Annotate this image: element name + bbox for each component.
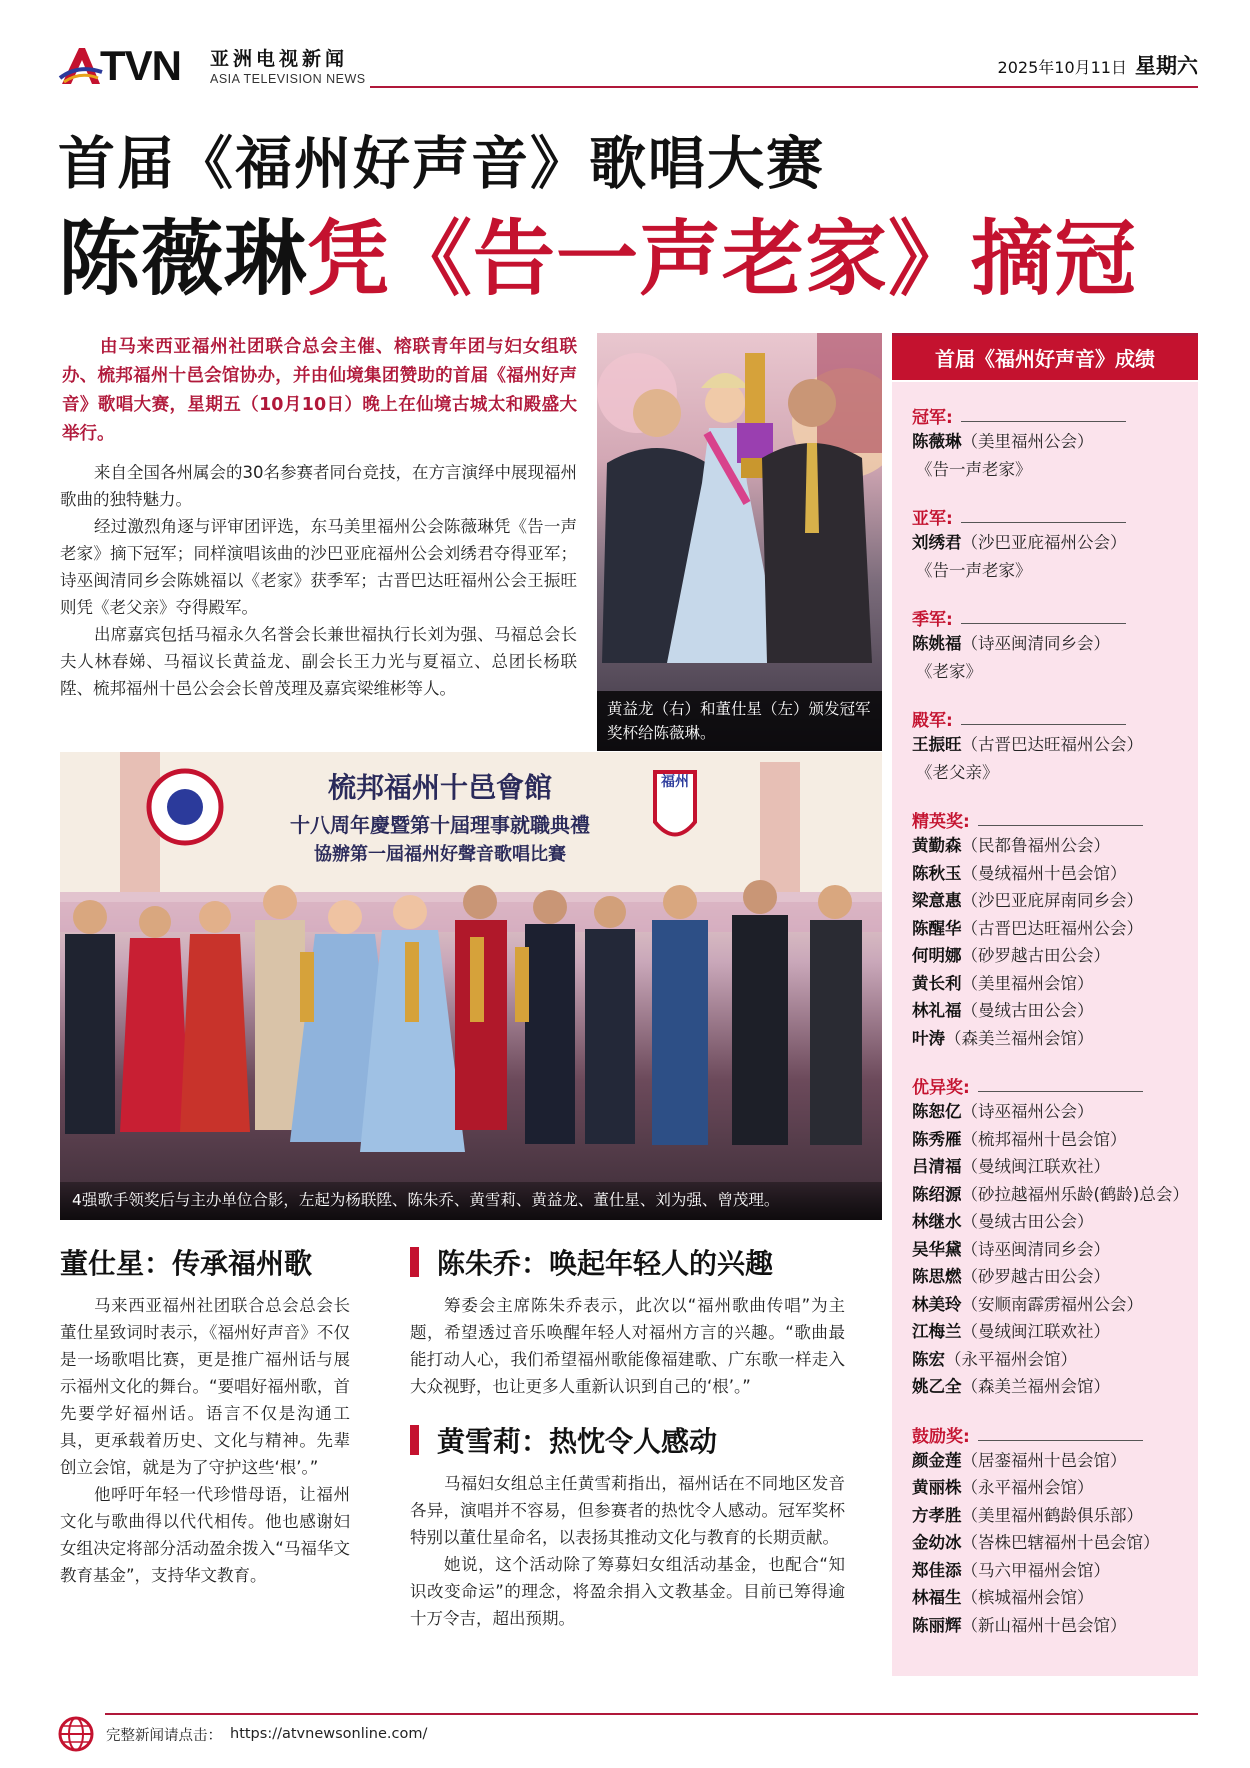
award-photo[interactable] [597, 333, 882, 751]
winner-name: 姚乙全 [912, 1377, 962, 1396]
winner-row [912, 1346, 1184, 1374]
winner-name: 林继水 [912, 1212, 962, 1231]
award-title: 精英奖: [912, 806, 1184, 832]
winner-association: （曼绒闽江联欢社） [961, 1157, 1110, 1176]
award-title: 鼓励奖: [912, 1421, 1184, 1447]
winner-row [912, 428, 1184, 456]
winner-row [912, 1584, 1184, 1612]
award-title: 季军: [912, 604, 1184, 630]
winner-row [912, 1474, 1184, 1502]
footer [58, 1716, 427, 1752]
winner-association: （马六甲福州会馆） [961, 1560, 1110, 1580]
winner-row [912, 1181, 1189, 1209]
winner-row [912, 731, 1184, 759]
award-title: 冠军: [912, 402, 1184, 428]
winner-name: 陈绍源 [912, 1184, 962, 1204]
section-title: 董仕星：传承福州歌 [60, 1247, 313, 1280]
section-title-text: 陈朱乔：唤起年轻人的兴趣 [437, 1247, 774, 1280]
winner-name: 吕清福 [912, 1157, 962, 1176]
winner-name: 方孝胜 [912, 1505, 962, 1525]
winner-row [912, 1025, 1184, 1053]
headline-line2 [58, 212, 1137, 308]
section-accent-bar [410, 1425, 419, 1455]
lead-paragraph: 由马来西亚福州社团联合总会主催、榕联青年团与妇女组联办、梳邦福州十邑会馆协办，并由仙境集团赞助的首届《福州好声音》歌唱大赛，星期五（10月10日）晚上在仙境古城太和殿盛大举行。 [62, 337, 577, 444]
headline-line1: 首届《福州好声音》歌唱大赛 [58, 131, 825, 197]
winner-name: 黄勤森 [912, 836, 962, 855]
winner-row [912, 1529, 1184, 1557]
winner-association: （砂罗越古田公会） [961, 946, 1110, 965]
winner-name: 叶涛 [912, 1028, 945, 1048]
winner-name: 梁意惠 [912, 891, 962, 910]
winner-association: （槟城福州会馆） [961, 1588, 1094, 1607]
winner-row [912, 630, 1184, 658]
award-block [912, 1072, 1189, 1401]
winner-name: 金幼冰 [912, 1533, 962, 1552]
section-accent-bar [410, 1247, 419, 1277]
award-title: 优异奖: [912, 1072, 1184, 1098]
winner-association: （诗巫福州公会） [961, 1102, 1094, 1121]
intro-paragraph: 出席嘉宾包括马福永久名誉会长兼世福执行长刘为强、马福总会长夫人林春娣、马福议长黄益龙、副会长王力光与夏福立、总团长杨联陞、梳邦福州十邑公会会长曾茂理及嘉宾梁维彬等人。 [60, 625, 577, 698]
winner-association: （曼绒古田公会） [961, 1212, 1094, 1231]
winner-association: （古晋巴达旺福州公会） [961, 918, 1143, 938]
winner-name: 陈秀雁 [912, 1129, 962, 1149]
winner-name: 陈姚福 [912, 634, 962, 653]
winner-song: 《告一声老家》 [916, 459, 1032, 479]
winner-row [912, 529, 1184, 557]
award-block [912, 503, 1184, 584]
banner-line3: 協辦第一屆福州好聲音歌唱比賽 [314, 844, 566, 865]
winner-association: （沙巴亚庇福州公会） [961, 533, 1127, 552]
winner-name: 黄丽株 [912, 1478, 962, 1497]
globe-icon [58, 1716, 94, 1752]
logo-a-icon [58, 44, 104, 88]
section-body [410, 1470, 845, 1632]
section-paragraph: 马福妇女组总主任黄雪莉指出，福州话在不同地区发音各异，演唱并不容易，但参赛者的热忱令人感动。冠军奖杯特别以董仕星命名，以表扬其推动文化与教育的长期贡献。 [410, 1474, 845, 1547]
award-photo-caption: 黄益龙（右）和董仕星（左）颁发冠军奖杯给陈薇琳。 [597, 691, 882, 751]
winner-row [912, 1557, 1184, 1585]
section-title-text: 黄雪莉：热忱令人感动 [437, 1425, 718, 1458]
award-block [912, 604, 1184, 685]
winner-name: 刘绣君 [912, 533, 962, 552]
section-body [410, 1292, 845, 1400]
winner-association: （居銮福州十邑会馆） [961, 1450, 1127, 1470]
group-photo[interactable] [60, 752, 882, 1220]
section-paragraph: 她说，这个活动除了筹募妇女组活动基金，也配合“知识改变命运”的理念，将盈余捐入文教基金。目前已筹得逾十万令吉，超出预期。 [410, 1555, 845, 1628]
winner-song: 《告一声老家》 [916, 560, 1032, 580]
section-dong-shixing [60, 1244, 350, 1589]
winner-association: （森美兰福州会馆） [961, 1377, 1110, 1396]
winner-row [912, 1447, 1184, 1475]
winner-association: （诗巫闽清同乡会） [961, 1239, 1110, 1259]
section-paragraph: 筹委会主席陈朱乔表示，此次以“福州歌曲传唱”为主题，希望透过音乐唤醒年轻人对福州方言的兴趣。“歌曲最能打动人心，我们希望福州歌能像福建歌、广东歌一样走入大众视野，也让更多人重新认识到自己的‘根’。” [410, 1296, 845, 1396]
logo-subtitle [210, 48, 366, 88]
winner-row [912, 942, 1184, 970]
winner-association: （美里福州公会） [961, 432, 1094, 451]
group-photo-caption: 4强歌手领奖后与主办单位合影，左起为杨联陞、陈朱乔、黄雪莉、黄益龙、董仕星、刘为强、曾茂理。 [60, 1182, 882, 1220]
section-title-huang-xueli [410, 1422, 845, 1462]
winner-row [912, 1236, 1184, 1264]
winner-name: 郑佳添 [912, 1560, 962, 1580]
winner-name: 黄长利 [912, 973, 962, 993]
award-block [912, 705, 1184, 786]
winner-row [912, 970, 1184, 998]
winner-association: （安顺南霹雳福州公会） [961, 1294, 1143, 1314]
section-paragraph: 马来西亚福州社团联合总会总会长董仕星致词时表示，《福州好声音》不仅是一场歌唱比赛，更是推广福州话与展示福州文化的舞台。“要唱好福州歌，首先要学好福州话。语言不仅是沟通工具，更承载着历史、文化与精神。先辈创立会馆，就是为了守护这些‘根’。” [60, 1296, 350, 1477]
winner-association: （森美兰福州会馆） [945, 1028, 1094, 1048]
winner-association: （峇株巴辖福州十邑会馆） [961, 1533, 1160, 1552]
winner-row [912, 832, 1184, 860]
headline-winner-name: 陈薇琳 [58, 212, 308, 307]
section-chen-zhuqiao [410, 1244, 845, 1632]
banner-badge-text: 福州 [661, 774, 689, 790]
footer-link[interactable]: https://atvnewsonline.com/ [230, 1726, 428, 1742]
winner-song: 《老家》 [916, 661, 982, 681]
winner-name: 林礼福 [912, 1001, 962, 1020]
winner-row [912, 1318, 1184, 1346]
winner-association: （沙巴亚庇屏南同乡会） [961, 891, 1143, 910]
winner-name: 何明娜 [912, 946, 962, 965]
winner-association: （诗巫闽清同乡会） [961, 634, 1110, 653]
winner-name: 陈思燃 [912, 1267, 962, 1286]
group-photo-illustration [60, 752, 882, 1220]
winner-name: 林福生 [912, 1588, 962, 1607]
winner-association: （永平福州会馆） [961, 1478, 1094, 1497]
results-sidebar [892, 333, 1198, 1676]
winner-row [912, 1153, 1184, 1181]
winner-row [912, 1291, 1184, 1319]
intro-paragraph: 来自全国各州属会的30名参赛者同台竞技，在方言演绎中展现福州歌曲的独特魅力。 [60, 463, 577, 509]
winner-association: （新山福州十邑会馆） [961, 1615, 1127, 1635]
winner-association: （美里福州会馆） [961, 973, 1094, 993]
footer-label: 完整新闻请点击： [106, 1727, 222, 1744]
winner-row [912, 915, 1184, 943]
footer-rule [105, 1713, 1198, 1715]
dateline [998, 50, 1198, 80]
winner-row [912, 1373, 1184, 1401]
winner-row [912, 997, 1184, 1025]
winner-name: 江梅兰 [912, 1322, 962, 1341]
logo-english-name: ASIA TELEVISION NEWS [210, 72, 366, 86]
section-paragraph: 他呼吁年轻一代珍惜母语，让福州文化与歌曲得以代代相传。他也感谢妇女组决定将部分活动盈余拨入“马福华文教育基金”，支持华文教育。 [60, 1485, 350, 1585]
intro-paragraph: 经过激烈角逐与评审团评选，东马美里福州公会陈薇琳凭《告一声老家》摘下冠军；同样演唱该曲的沙巴亚庇福州公会刘绣君夺得亚军；诗巫闽清同乡会陈姚福以《老家》获季军；古晋巴达旺福州公会王振旺则凭《老父亲》夺得殿军。 [60, 517, 577, 617]
section-body [60, 1292, 350, 1589]
logo-text: TVN [100, 42, 181, 89]
winner-row [912, 1126, 1184, 1154]
winner-name: 陈秋玉 [912, 863, 962, 883]
winner-association: （砂拉越福州乐龄(鹤龄)总会） [961, 1184, 1189, 1204]
winner-row [912, 887, 1184, 915]
issue-weekday: 星期六 [1135, 54, 1198, 78]
award-block [912, 806, 1184, 1052]
atvn-logo[interactable] [58, 44, 181, 88]
winner-association: （砂罗越古田公会） [961, 1267, 1110, 1286]
header-rule [370, 86, 1198, 88]
winner-row [912, 1208, 1184, 1236]
award-block [912, 1421, 1184, 1640]
winner-row [912, 860, 1184, 888]
winner-association: （曼绒古田公会） [961, 1001, 1094, 1020]
headline-winner-song: 凭《告一声老家》摘冠 [307, 212, 1138, 307]
winner-name: 陈恕亿 [912, 1102, 962, 1121]
winner-name: 林美玲 [912, 1294, 962, 1314]
award-title: 亚军: [912, 503, 1184, 529]
winner-row [912, 1612, 1184, 1640]
results-list [892, 382, 1198, 1639]
banner-line2: 十八周年慶暨第十屆理事就職典禮 [290, 813, 590, 837]
winner-name: 吴华黛 [912, 1239, 962, 1259]
winner-name: 颜金莲 [912, 1450, 962, 1470]
winner-name: 陈丽辉 [912, 1615, 962, 1635]
section-title [410, 1244, 845, 1284]
results-title: 首届《福州好声音》成绩 [892, 336, 1198, 382]
winner-association: （民都鲁福州公会） [961, 836, 1110, 855]
issue-date: 2025年10月11日 [997, 58, 1127, 77]
winner-association: （古晋巴达旺福州公会） [961, 735, 1143, 754]
winner-row [912, 1502, 1184, 1530]
winner-association: （曼绒福州十邑会馆） [961, 863, 1127, 883]
banner-line1: 梳邦福州十邑會館 [327, 771, 553, 804]
logo-chinese-name: 亚洲电视新闻 [210, 48, 349, 70]
intro-body [60, 459, 577, 702]
winner-name: 陈薇琳 [912, 432, 962, 451]
award-photo-illustration [597, 333, 882, 751]
winner-association: （永平福州会馆） [945, 1349, 1077, 1369]
award-title: 殿军: [912, 705, 1184, 731]
winner-song: 《老父亲》 [916, 762, 999, 782]
winner-association: （美里福州鹤龄俱乐部） [961, 1505, 1143, 1525]
winner-association: （梳邦福州十邑会馆） [961, 1129, 1127, 1149]
winner-name: 陈宏 [912, 1349, 945, 1369]
winner-row [912, 1098, 1184, 1126]
winner-row [912, 1263, 1184, 1291]
winner-association: （曼绒闽江联欢社） [961, 1322, 1110, 1341]
winner-name: 陈醒华 [912, 918, 962, 938]
award-block [912, 402, 1184, 483]
winner-name: 王振旺 [912, 735, 962, 754]
